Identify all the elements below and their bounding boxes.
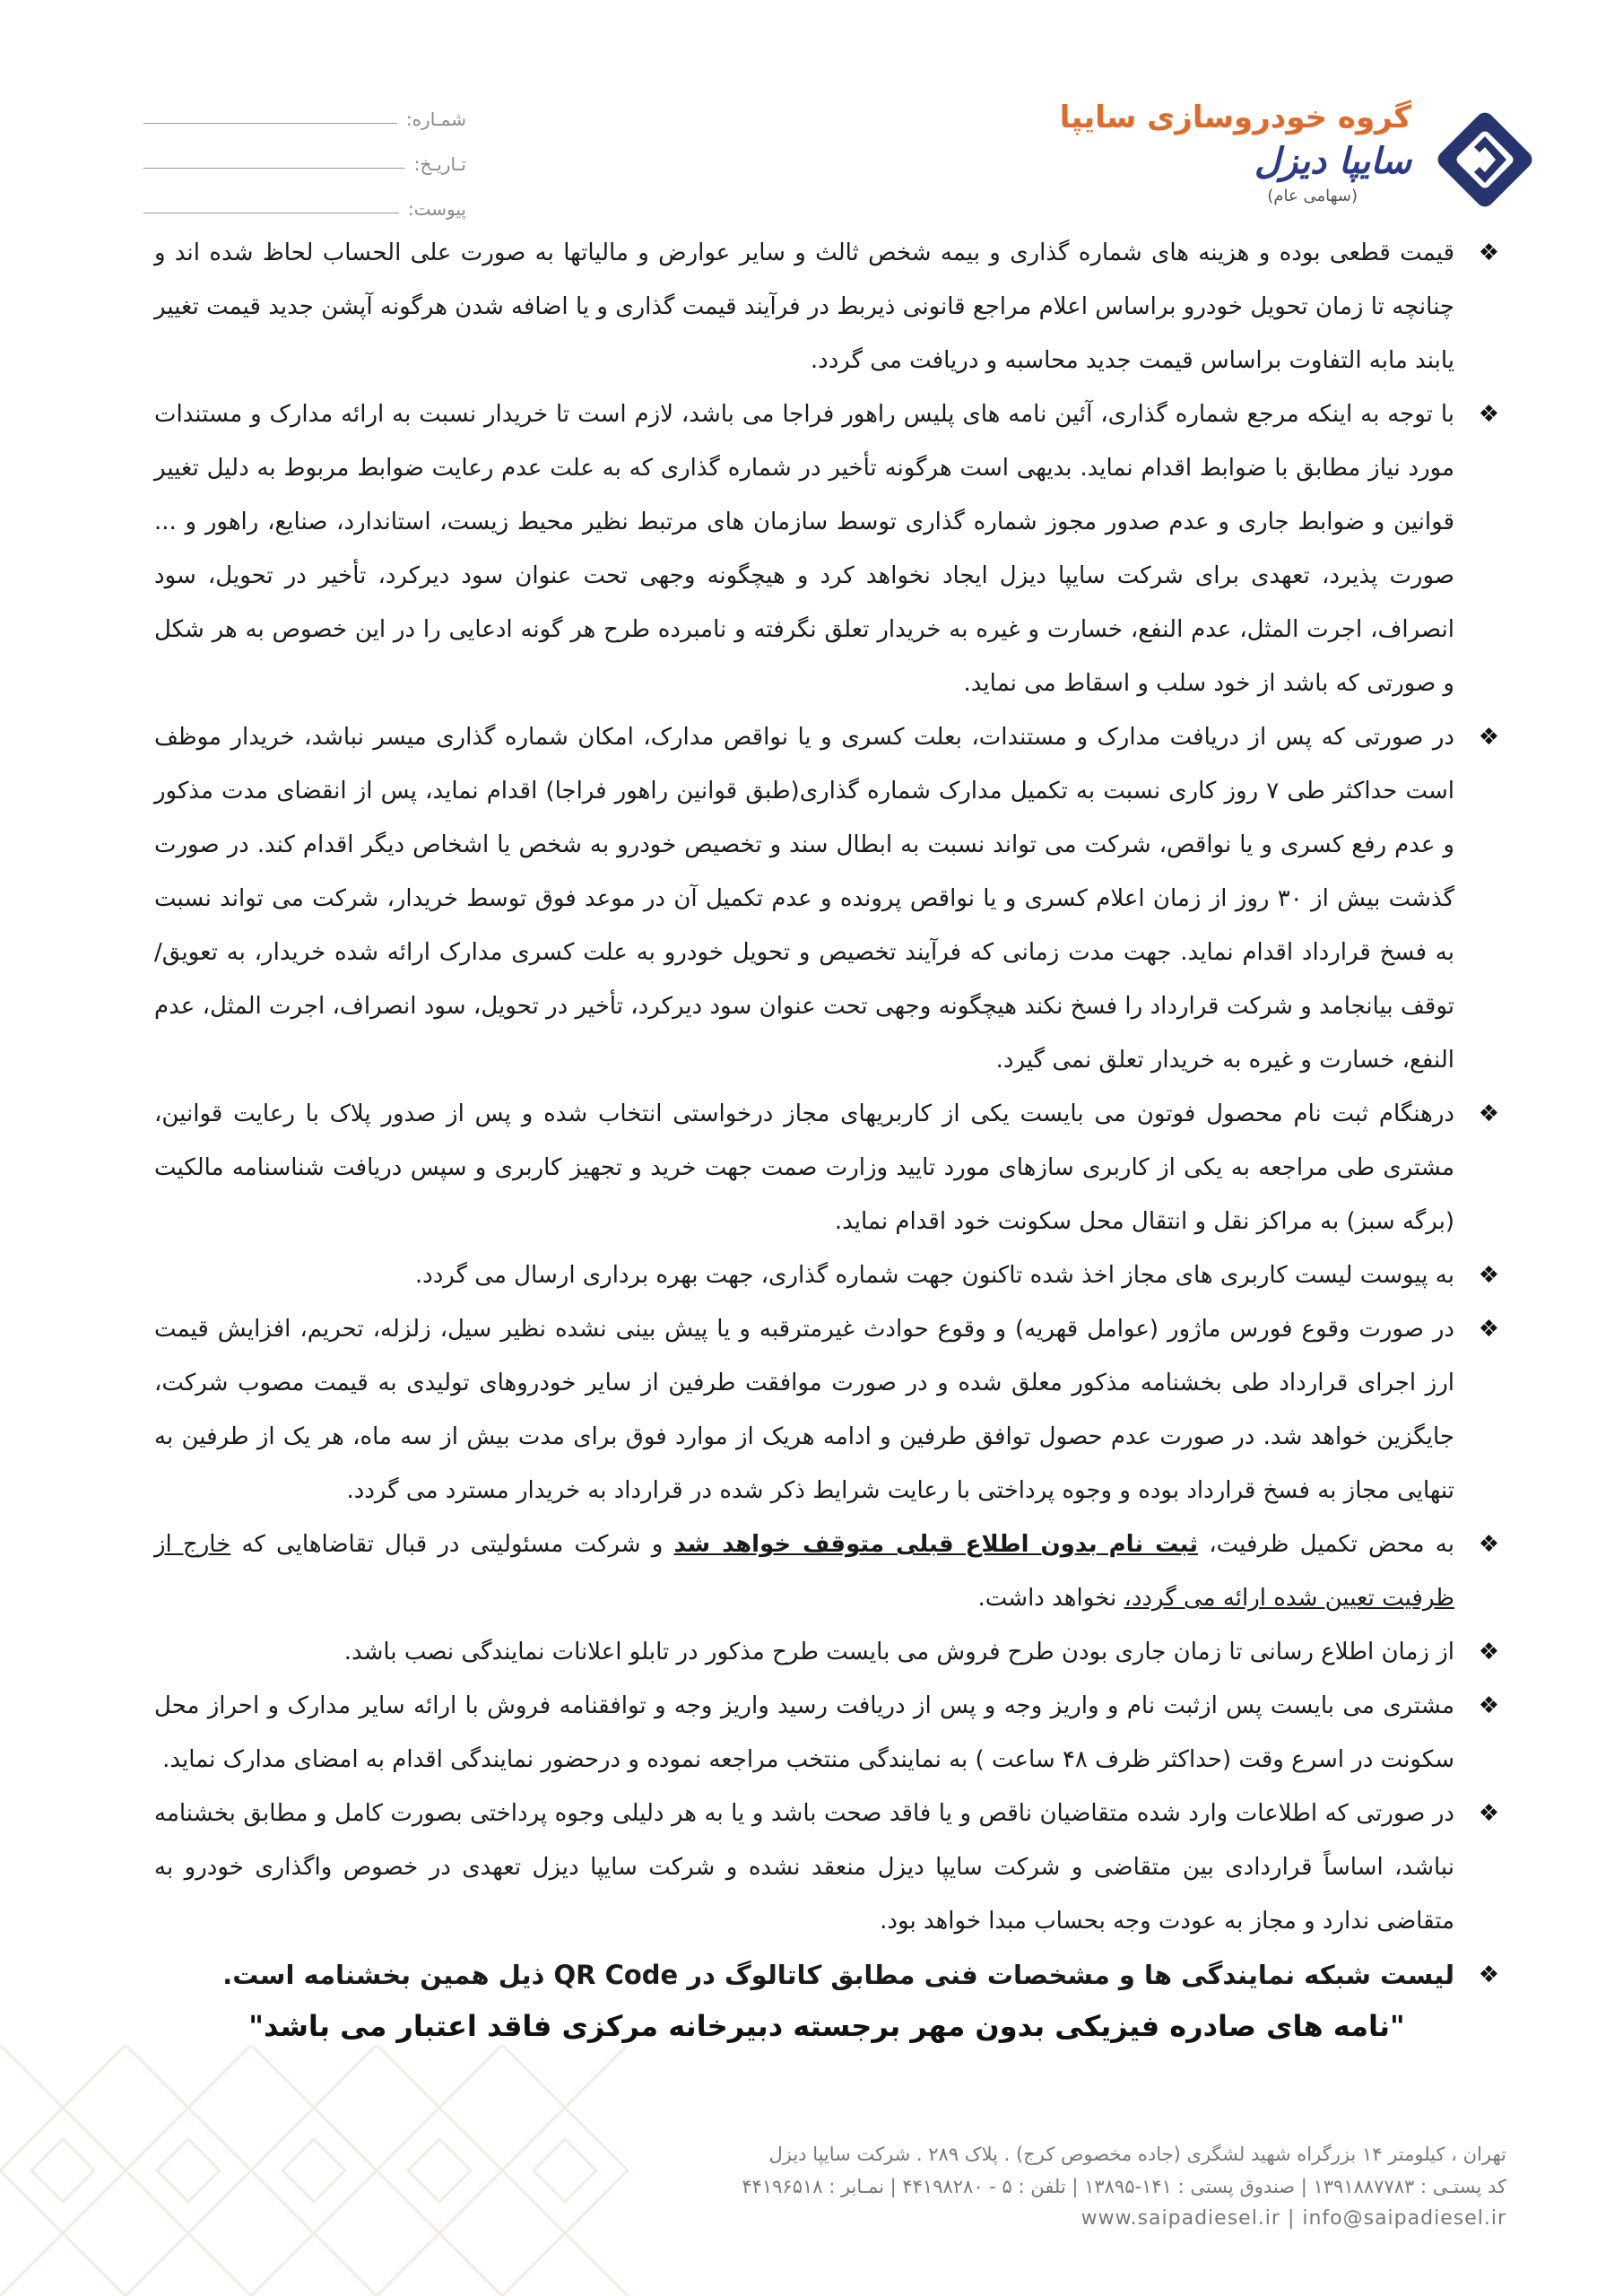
- list-item-text: لیست شبکه نمایندگی ها و مشخصات فنی مطابق کاتالوگ در QR Code ذیل همین بخشنامه است.: [222, 1960, 1454, 1990]
- list-item: [154, 1787, 1499, 1948]
- footer-address: تهران ، کیلومتر ۱۴ بزرگراه شهید لشگری (جاده مخصوص کرج) . پلاک ۲۸۹ . شرکت سایپا دیزل: [768, 2144, 1506, 2165]
- bullet-icon: ❖: [1478, 1800, 1499, 1827]
- list-item: [154, 1302, 1499, 1518]
- list-item: [154, 1518, 1499, 1625]
- bullet-icon: ❖: [1478, 1639, 1499, 1665]
- bullet-icon: ❖: [1478, 1262, 1499, 1289]
- bullet-icon: ❖: [1478, 1692, 1499, 1719]
- list-item-text: در صورتی که پس از دریافت مدارک و مستندات، بعلت کسری و یا نواقص مدارک، امکان شماره گذاری میسر نباشد، خریدار موظف است حداکثر طی ۷ روز کاری نسبت به تکمیل مدارک شماره گذاری(طبق قوانین راهور فراجا) اقدام نماید، پس از انقضای مدت مذکور و عدم رفع کسری و یا نواقص، شرکت می تواند نسبت به ابطال سند و تخصیص خودرو به شخص یا اشخاص دیگر اقدام کند. در صورت گذشت بیش از ۳۰ روز از زمان اعلام کسری و یا نواقص پرونده و عدم تکمیل آن در موعد فوق توسط خریدار، شرکت می تواند نسبت به فسخ قرارداد اقدام نماید. جهت مدت زمانی که فرآیند تخصیص و تحویل خودرو به علت کسری مدارک ارائه شده خریدار، به تعویق/ توقف بیانجامد و شرکت قرارداد را فسخ نکند هیچگونه وجهی تحت عنوان سود دیرکرد، تأخیر در تحویل، سود انصراف، اجرت المثل، عدم النفع، خسارت و غیره به خریدار تعلق نمی گیرد.: [154, 724, 1454, 1074]
- validity-notice: "نامه های صادره فیزیکی بدون مهر برجسته دبیرخانه مرکزی فاقد اعتبار می باشد": [248, 2009, 1405, 2043]
- meta-attachment-label: پیوست:: [407, 198, 466, 220]
- list-item-text: به پیوست لیست کاربری های مجاز اخذ شده تاکنون جهت شماره گذاری، جهت بهره برداری ارسال می گردد.: [414, 1262, 1454, 1289]
- bullet-icon: ❖: [1478, 1531, 1499, 1558]
- brand-title: گروه خودروسازی سایپا: [1059, 100, 1411, 135]
- list-item: [154, 1087, 1499, 1248]
- footer-website-email: www.saipadiesel.ir | info@saipadiesel.ir: [1081, 2207, 1506, 2230]
- list-item-text: با توجه به اینکه مرجع شماره گذاری، آئین نامه های پلیس راهور فراجا می باشد، لازم است تا خریدار نسبت به ارائه مدارک و مستندات مورد نیاز مطابق با ضوابط اقدام نماید. بدیهی است هرگونه تأخیر در شماره گذاری که به علت عدم رعایت ضوابط مربوط به دلیل تغییر قوانین و ضوابط جاری و عدم صدور مجوز شماره گذاری توسط سازمان های مرتبط نظیر محیط زیست، استاندارد، صنایع، راهور و ... صورت پذیرد، تعهدی برای شرکت سایپا دیزل ایجاد نخواهد کرد و هیچگونه وجهی تحت عنوان سود دیرکرد، تأخیر در تحویل، سود انصراف، اجرت المثل، عدم النفع، خسارت و غیره به خریدار تعلق نگرفته و نامبرده طرح هر گونه ادعایی را در این خصوص به هر شکل و صورتی که باشد از خود سلب و اسقاط می نماید.: [154, 401, 1454, 697]
- brand-block: [1060, 97, 1411, 208]
- list-item: [154, 226, 1499, 387]
- capacity-text-1: به محض تکمیل ظرفیت،: [1198, 1531, 1454, 1558]
- capacity-text-2: و شرکت مسئولیتی در قبال تقاضاهایی که: [230, 1531, 674, 1558]
- letter-meta: [143, 97, 466, 231]
- saipa-logo-icon: [1435, 109, 1535, 210]
- meta-number-label: شمـاره:: [405, 109, 466, 130]
- capacity-text-3: نخواهد داشت.: [977, 1585, 1124, 1612]
- letter-body: [154, 226, 1499, 2002]
- list-item: [154, 387, 1499, 710]
- list-item-text: قیمت قطعی بوده و هزینه های شماره گذاری و بیمه شخص ثالث و سایر عوارض و مالیاتها به صورت علی الحساب لحاظ شده اند و چنانچه تا زمان تحویل خودرو براساس اعلام مراجع قانونی ذیربط در فرآیند قیمت گذاری و یا اضافه شدن هرگونه آپشن جدید قیمت تغییر یابند مابه التفاوت براساس قیمت جدید محاسبه و دریافت می گردد.: [154, 239, 1454, 374]
- list-item: [154, 710, 1499, 1087]
- meta-date-row: [143, 142, 466, 187]
- bullet-icon: ❖: [1478, 1316, 1499, 1343]
- meta-attachment-row: [143, 187, 466, 231]
- list-item-text: در صورتی که اطلاعات وارد شده متقاضیان ناقص و یا فاقد صحت باشد و یا به هر دلیلی وجوه پرداختی بصورت کامل و مطابق بخشنامه نباشد، اساساً قراردادی بین متقاضی و شرکت سایپا دیزل منعقد نشده و شرکت سایپا دیزل تعهدی در خصوص واگذاری خودرو به متقاضی ندارد و مجاز به عودت وجه بحساب مبدا خواهد بود.: [154, 1800, 1454, 1935]
- list-item-text: مشتری می بایست پس ازثبت نام و واریز وجه و پس از دریافت رسید واریز وجه و توافقنامه فروش با ارائه سایر مدارک و احراز محل سکونت در اسرع وقت (حداکثر ظرف ۴۸ ساعت ) به نمایندگی منتخب مراجعه نموده و درحضور نمایندگی اقدام به امضای مدارک نماید.: [154, 1692, 1454, 1773]
- list-item: [154, 1679, 1499, 1787]
- bullet-icon: ❖: [1478, 239, 1499, 266]
- list-item: [154, 1625, 1499, 1679]
- meta-date-label: تـاریـخ:: [413, 153, 466, 175]
- meta-number-row: [143, 97, 466, 142]
- bullet-icon: ❖: [1478, 724, 1499, 751]
- bullet-icon: ❖: [1478, 401, 1499, 428]
- list-item: [154, 1248, 1499, 1302]
- capacity-emphasis-stop: ثبت نام بدون اطلاع قبلی متوقف خواهد شد: [673, 1531, 1199, 1558]
- meta-number-line: [143, 123, 397, 124]
- brand-note: (سهامی عام): [1267, 187, 1358, 205]
- capacity-emphasis-outside: خارج از ظرفیت تعیین شده ارائه می گردد،: [154, 1531, 1454, 1612]
- bullet-icon: ❖: [1478, 1961, 1499, 1988]
- meta-date-line: [143, 168, 405, 169]
- footer-codes: کد پستـی : ۱۳۹۱۸۸۷۷۸۳ | صندوق پستی : ۱۴۱-۱۳۸۹۵ | تلفن : ۵ - ۴۴۱۹۸۲۸۰ | نمـابر : ۴۴۱۹۶۵۱۸: [742, 2176, 1506, 2197]
- list-item-text: [154, 1531, 1454, 1612]
- list-item-text: در صورت وقوع فورس ماژور (عوامل قهریه) و وقوع حوادث غیرمترقبه و یا پیش بینی نشده نظیر سیل، زلزله، تحریم، افزایش قیمت ارز اجرای قرارداد طی بخشنامه مذکور معلق شده و در صورت موافقت طرفین از سایر خودروهای تولیدی به قیمت مصوب شرکت، جایگزین خواهد شد. در صورت عدم حصول توافق طرفین و ادامه هریک از موارد فوق برای مدت بیش از سه ماه، هر یک از طرفین به تنهایی مجاز به فسخ قرارداد بوده و وجوه پرداختی با رعایت شرایط ذکر شده در قرارداد به خریدار مسترد می گردد.: [154, 1316, 1454, 1504]
- brand-name: سایپا دیزل: [1254, 141, 1411, 182]
- list-item-text: از زمان اطلاع رسانی تا زمان جاری بودن طرح فروش می بایست طرح مذکور در تابلو اعلانات نمایندگی نصب باشد.: [343, 1639, 1454, 1665]
- list-item-text: درهنگام ثبت نام محصول فوتون می بایست یکی از کاربریهای مجاز درخواستی انتخاب شده و پس از صدور پلاک با رعایت قوانین، مشتری طی مراجعه به یکی از کاربری سازهای مورد تایید وزارت صمت جهت خرید و تجهیز کاربری و سپس دریافت شناسنامه مالکیت (برگه سبز) به مراکز نقل و انتقال محل سکونت خود اقدام نماید.: [154, 1100, 1454, 1235]
- bullet-icon: ❖: [1478, 1100, 1499, 1127]
- list-item: [154, 1948, 1499, 2002]
- footer-contact: [610, 2138, 1506, 2235]
